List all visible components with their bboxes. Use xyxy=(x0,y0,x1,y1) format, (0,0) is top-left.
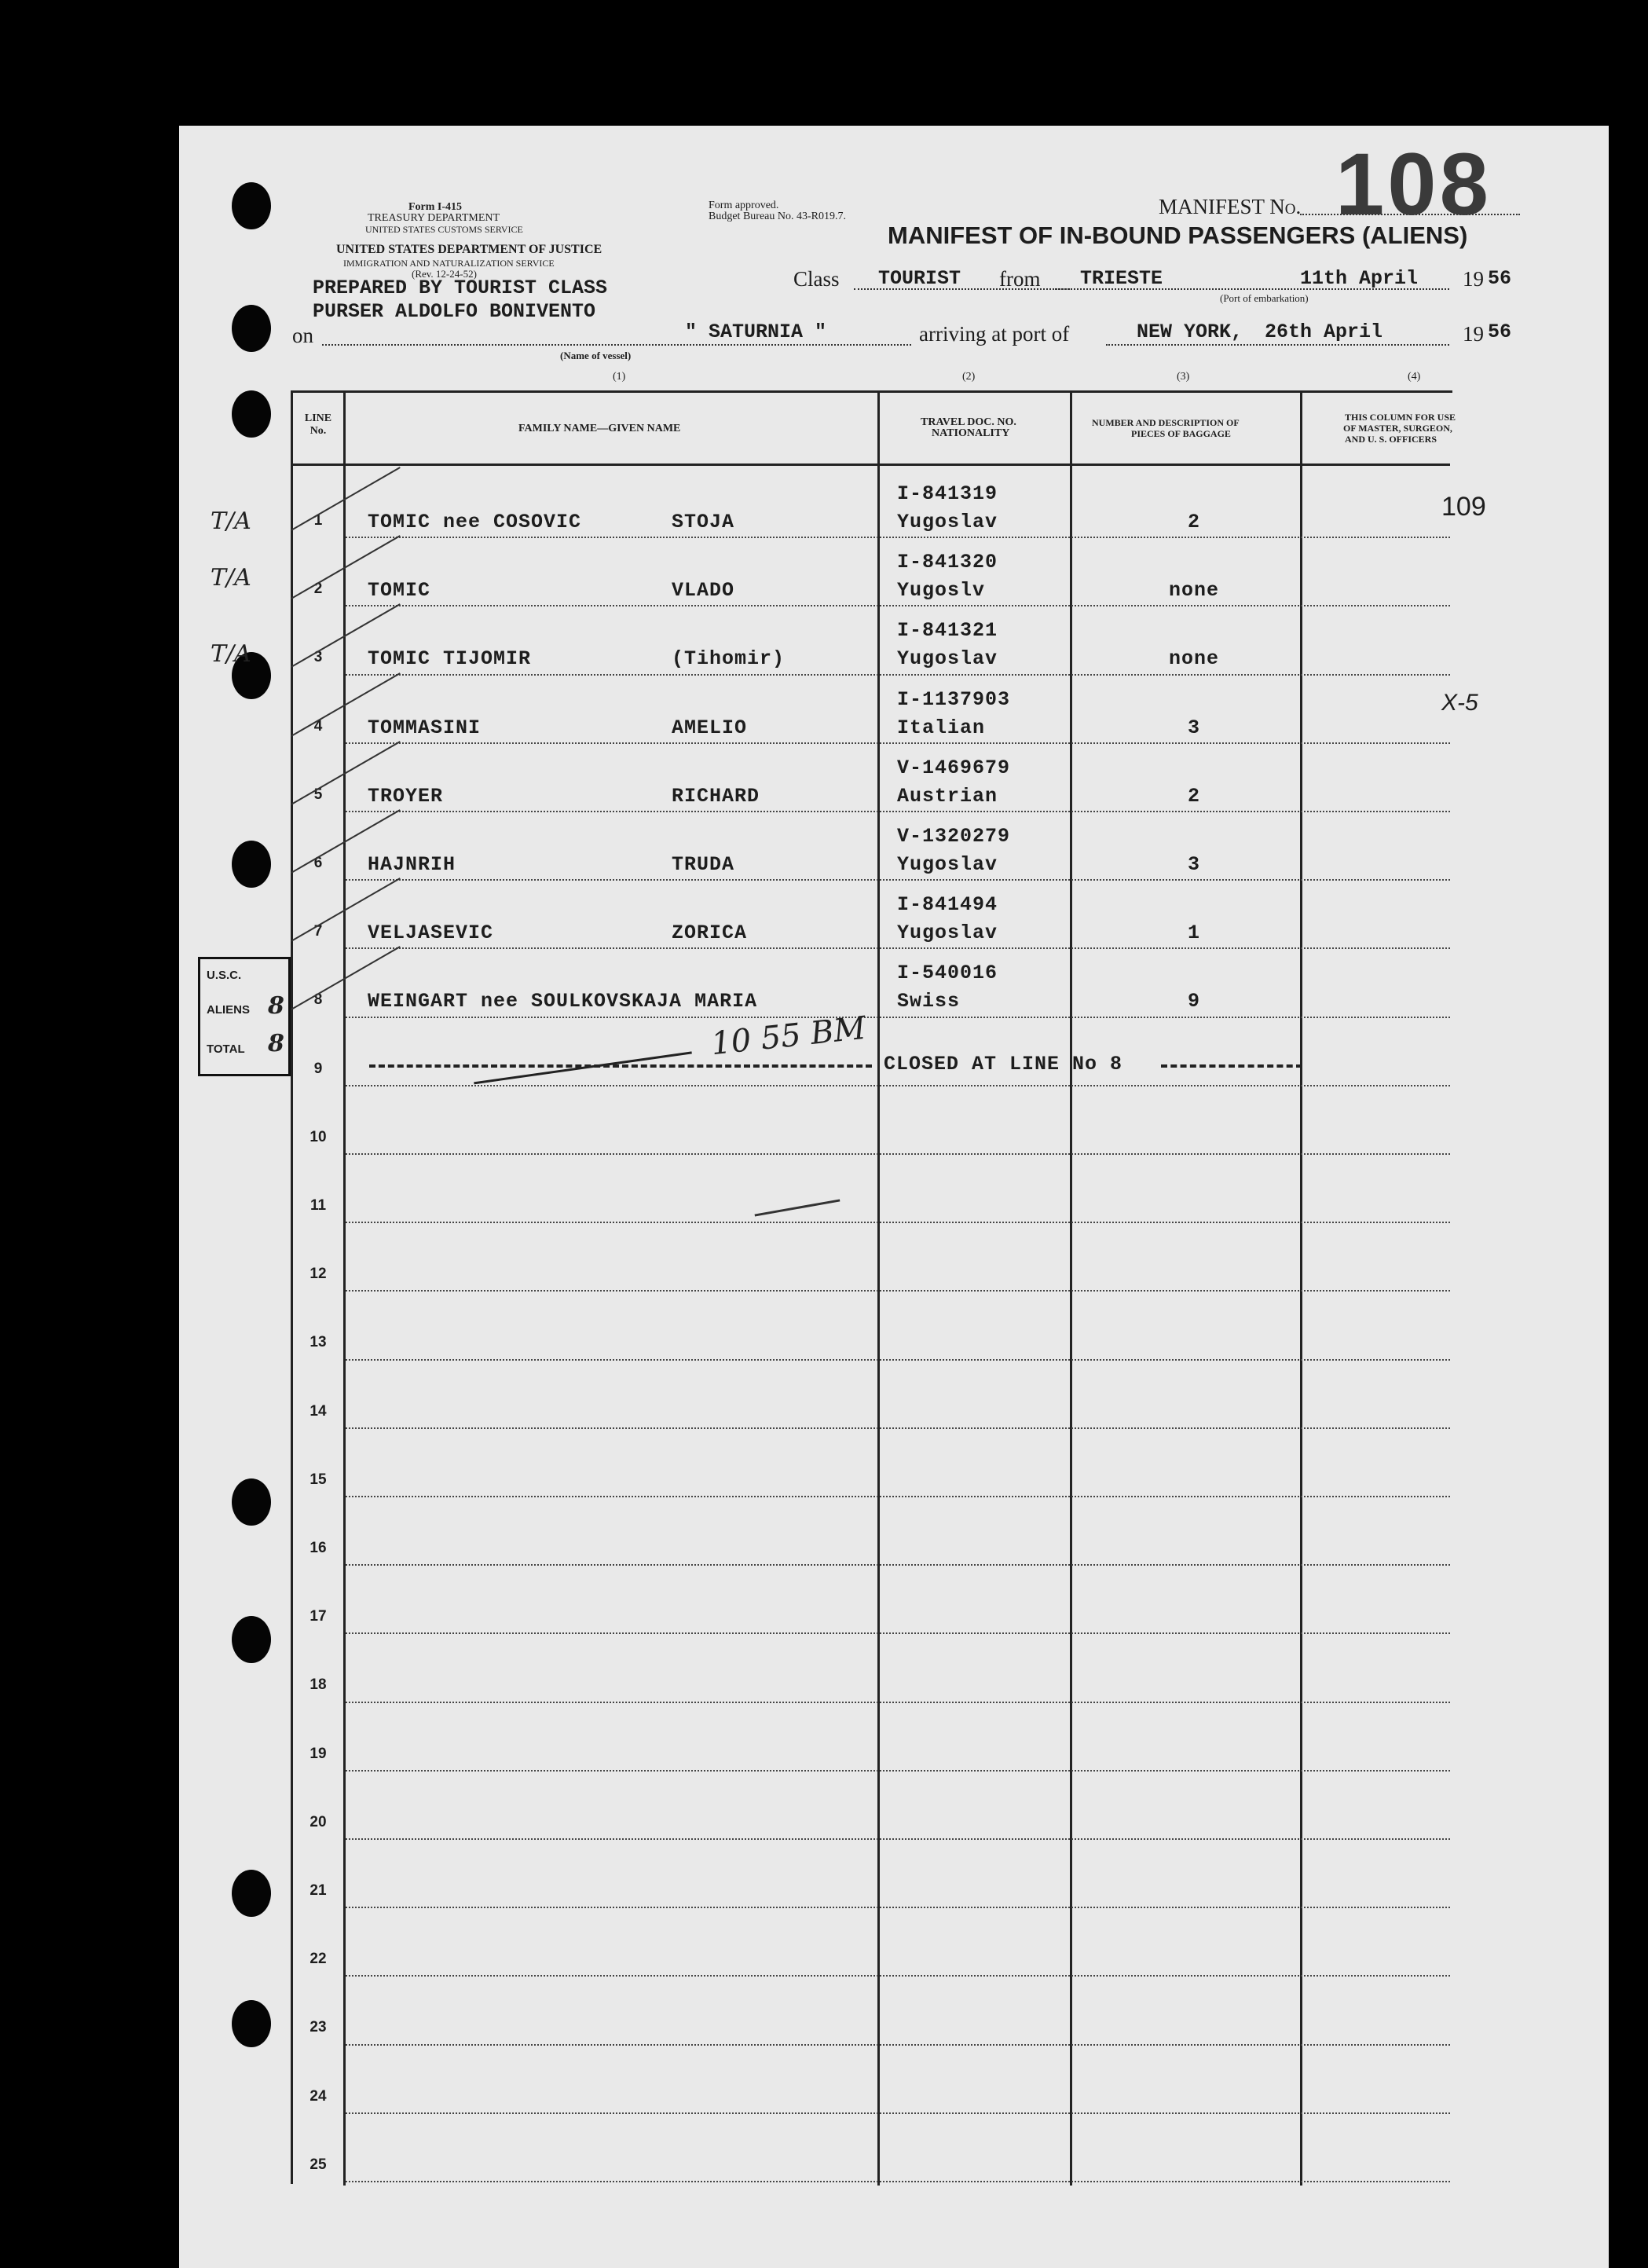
line-number: 22 xyxy=(309,1951,327,1968)
punch-hole xyxy=(232,305,271,352)
officer-note: X-5 xyxy=(1441,689,1478,716)
passenger-travel-doc: I-841320 xyxy=(897,551,998,574)
on-label: on xyxy=(292,324,313,347)
line-number: 14 xyxy=(309,1402,327,1420)
row-rule xyxy=(346,1838,1450,1840)
line-number: 19 xyxy=(309,1745,327,1762)
form-approved: Form approved. xyxy=(709,200,779,211)
passenger-given-name: ZORICA xyxy=(672,921,748,945)
row-rule xyxy=(346,2044,1450,2046)
line-number: 25 xyxy=(309,2156,327,2173)
passenger-given-name: (Tihomir) xyxy=(672,647,786,671)
line-number: 23 xyxy=(309,2019,327,2036)
col-number-2: (2) xyxy=(962,371,976,383)
passenger-baggage: 1 xyxy=(1187,921,1200,945)
row-rule xyxy=(346,1632,1450,1634)
passenger-family-name: TOMIC xyxy=(368,579,431,603)
col-header-line-no: LINE No. xyxy=(304,412,332,437)
closing-dash-right xyxy=(1161,1064,1302,1068)
passenger-family-name: TROYER xyxy=(368,784,444,808)
row-rule xyxy=(346,1702,1450,1703)
col-header-name: FAMILY NAME—GIVEN NAME xyxy=(518,423,681,434)
vessel-underline xyxy=(322,344,911,346)
row-rule xyxy=(346,1359,1450,1361)
punch-hole xyxy=(232,1478,271,1526)
line-number: 11 xyxy=(309,1197,327,1214)
dept-ins: IMMIGRATION AND NATURALIZATION SERVICE xyxy=(343,258,555,269)
col-header-nationality: NATIONALITY xyxy=(932,427,1010,439)
embark-port: TRIESTE xyxy=(1080,267,1163,290)
row-rule xyxy=(346,1427,1450,1429)
passenger-family-name: TOMIC nee COSOVIC xyxy=(368,511,582,533)
manifest-title: MANIFEST OF IN-BOUND PASSENGERS (ALIENS) xyxy=(888,222,1468,249)
row-rule xyxy=(346,811,1450,812)
col-divider xyxy=(1300,390,1302,2186)
row-rule xyxy=(346,1290,1450,1292)
margin-note-ta: T/A xyxy=(211,640,251,668)
passenger-nationality: Yugoslav xyxy=(897,647,998,671)
line-number: 16 xyxy=(309,1540,327,1556)
arrive-underline xyxy=(1106,344,1449,346)
row-rule xyxy=(346,1153,1450,1155)
col-header-officers-3: AND U. S. OFFICERS xyxy=(1345,434,1437,445)
line-number: 18 xyxy=(309,1676,327,1694)
arrive-date: 26th April xyxy=(1265,321,1383,343)
passenger-family-name: WEINGART nee SOULKOVSKAJA MARIA xyxy=(368,990,758,1013)
row-rule xyxy=(346,605,1450,606)
passenger-baggage: 2 xyxy=(1187,511,1200,533)
vessel-caption: (Name of vessel) xyxy=(560,350,632,361)
header-separator xyxy=(292,463,1450,466)
row-rule xyxy=(346,1770,1450,1772)
row-rule xyxy=(346,2181,1450,2182)
closed-at-line: CLOSED AT LINE No 8 xyxy=(884,1053,1123,1075)
passenger-nationality: Yugoslav xyxy=(897,853,998,876)
passenger-nationality: Austrian xyxy=(897,784,998,808)
stamp-line-total: TOTAL xyxy=(207,1042,245,1056)
col-header-officers: THIS COLUMN FOR USE xyxy=(1345,412,1456,423)
col-number-4: (4) xyxy=(1408,371,1421,383)
line-number: 5 xyxy=(313,786,323,803)
passenger-baggage: 9 xyxy=(1187,990,1200,1013)
from-label: from xyxy=(999,267,1041,291)
passenger-family-name: HAJNRIH xyxy=(368,853,456,876)
passenger-baggage: 2 xyxy=(1187,784,1200,808)
row-rule xyxy=(346,537,1450,538)
line-number: 3 xyxy=(313,649,323,666)
col-divider xyxy=(343,390,346,2186)
prepared-by-line1: PREPARED BY TOURIST CLASS xyxy=(313,277,608,299)
col-number-1: (1) xyxy=(613,371,626,383)
dept-treasury: TREASURY DEPARTMENT xyxy=(368,212,500,224)
punch-hole xyxy=(232,390,271,438)
arrive-port: NEW YORK, xyxy=(1137,321,1243,343)
passenger-nationality: Swiss xyxy=(897,990,961,1013)
passenger-travel-doc: I-841321 xyxy=(897,619,998,643)
line-number: 10 xyxy=(309,1128,327,1145)
form-revision: (Rev. 12-24-52) xyxy=(412,268,477,280)
passenger-nationality: Yugoslav xyxy=(897,511,998,533)
form-number: Form I-415 xyxy=(408,201,463,213)
passenger-nationality: Yugoslv xyxy=(897,579,986,603)
line-number: 2 xyxy=(313,581,323,598)
dept-justice: UNITED STATES DEPARTMENT OF JUSTICE xyxy=(336,243,602,256)
prepared-by-line2: PURSER ALDOLFO BONIVENTO xyxy=(313,300,596,323)
class-label: Class xyxy=(793,267,840,291)
manifest-number: 108 xyxy=(1335,135,1492,233)
passenger-family-name: TOMMASINI xyxy=(368,716,482,739)
punch-hole xyxy=(232,1870,271,1917)
line-number: 21 xyxy=(309,1882,327,1899)
line-number: 6 xyxy=(313,855,323,871)
line-number: 20 xyxy=(309,1813,327,1830)
punch-hole xyxy=(232,182,271,229)
passenger-baggage: none xyxy=(1168,579,1219,603)
dept-customs: UNITED STATES CUSTOMS SERVICE xyxy=(365,224,523,235)
row-rule xyxy=(346,674,1450,676)
line-number: 7 xyxy=(313,923,323,940)
depart-date: 11th April xyxy=(1300,267,1419,290)
line-number: 15 xyxy=(309,1471,327,1488)
stamp-total-count: 8 xyxy=(268,1030,284,1057)
row-rule xyxy=(346,1496,1450,1497)
col-header-baggage: NUMBER AND DESCRIPTION OF xyxy=(1092,417,1240,428)
row-rule xyxy=(346,879,1450,881)
manifest-no-label: MANIFEST No. xyxy=(1159,195,1302,218)
officer-note: 109 xyxy=(1441,492,1486,522)
punch-hole xyxy=(232,1616,271,1663)
margin-note-ta: T/A xyxy=(211,507,251,535)
col-number-3: (3) xyxy=(1177,371,1190,383)
passenger-family-name: TOMIC TIJOMIR xyxy=(368,647,532,671)
row-rule xyxy=(346,947,1450,949)
col-header-doc: TRAVEL DOC. NO. xyxy=(921,416,1016,428)
passenger-travel-doc: I-540016 xyxy=(897,962,998,985)
passenger-nationality: Yugoslav xyxy=(897,921,998,945)
col-divider xyxy=(1070,390,1072,2186)
col-divider xyxy=(877,390,880,2186)
arrive-year: 56 xyxy=(1488,321,1512,343)
col-header-officers-2: OF MASTER, SURGEON, xyxy=(1343,423,1452,434)
passenger-travel-doc: V-1469679 xyxy=(897,756,1011,779)
passenger-travel-doc: I-841319 xyxy=(897,482,998,505)
passenger-nationality: Italian xyxy=(897,716,986,739)
line-number: 13 xyxy=(309,1334,327,1351)
arriving-label: arriving at port of xyxy=(919,322,1070,346)
customs-stamp xyxy=(198,957,291,1076)
passenger-travel-doc: I-841494 xyxy=(897,893,998,917)
line-number: 4 xyxy=(313,717,323,735)
line-number: 8 xyxy=(313,991,323,1009)
stamp-aliens-count: 8 xyxy=(268,992,284,1020)
passenger-baggage: 3 xyxy=(1187,853,1200,876)
passenger-given-name: STOJA xyxy=(672,511,735,533)
passenger-travel-doc: I-1137903 xyxy=(897,687,1011,711)
row-rule xyxy=(346,742,1450,744)
port-embark-caption: (Port of embarkation) xyxy=(1220,292,1309,304)
line-number: 17 xyxy=(309,1608,327,1625)
stamp-line-aliens: ALIENS xyxy=(207,1003,251,1017)
budget-bureau: Budget Bureau No. 43-R019.7. xyxy=(709,211,846,222)
punch-hole xyxy=(232,841,271,888)
row-rule xyxy=(346,1017,1450,1018)
row-rule xyxy=(346,1975,1450,1977)
signature-time: 10 55 BM xyxy=(709,1009,868,1063)
passenger-baggage: none xyxy=(1168,647,1219,671)
punch-hole xyxy=(232,2000,271,2047)
margin-note-ta: T/A xyxy=(211,564,251,592)
stamp-line-usc: U.S.C. xyxy=(207,969,242,982)
col-header-baggage-2: PIECES OF BAGGAGE xyxy=(1131,428,1231,439)
row-rule xyxy=(346,1222,1450,1223)
line-number: 9 xyxy=(313,1060,323,1077)
passenger-baggage: 3 xyxy=(1187,716,1200,739)
line-number: 12 xyxy=(309,1266,327,1283)
depart-year-prefix: 19 xyxy=(1463,267,1484,291)
arrive-year-prefix: 19 xyxy=(1463,322,1484,346)
passenger-family-name: VELJASEVIC xyxy=(368,921,494,945)
row-rule xyxy=(346,1907,1450,1908)
line-number: 1 xyxy=(313,512,323,529)
row-rule xyxy=(346,2112,1450,2114)
depart-year: 56 xyxy=(1488,267,1512,290)
line-number: 24 xyxy=(309,2087,327,2105)
passenger-travel-doc: V-1320279 xyxy=(897,825,1011,848)
passenger-given-name: TRUDA xyxy=(672,853,735,876)
passenger-given-name: AMELIO xyxy=(672,716,748,739)
class-value: TOURIST xyxy=(878,267,961,290)
row-rule xyxy=(346,1564,1450,1566)
passenger-given-name: RICHARD xyxy=(672,784,760,808)
passenger-given-name: VLADO xyxy=(672,579,735,603)
vessel-name: " SATURNIA " xyxy=(685,321,827,343)
